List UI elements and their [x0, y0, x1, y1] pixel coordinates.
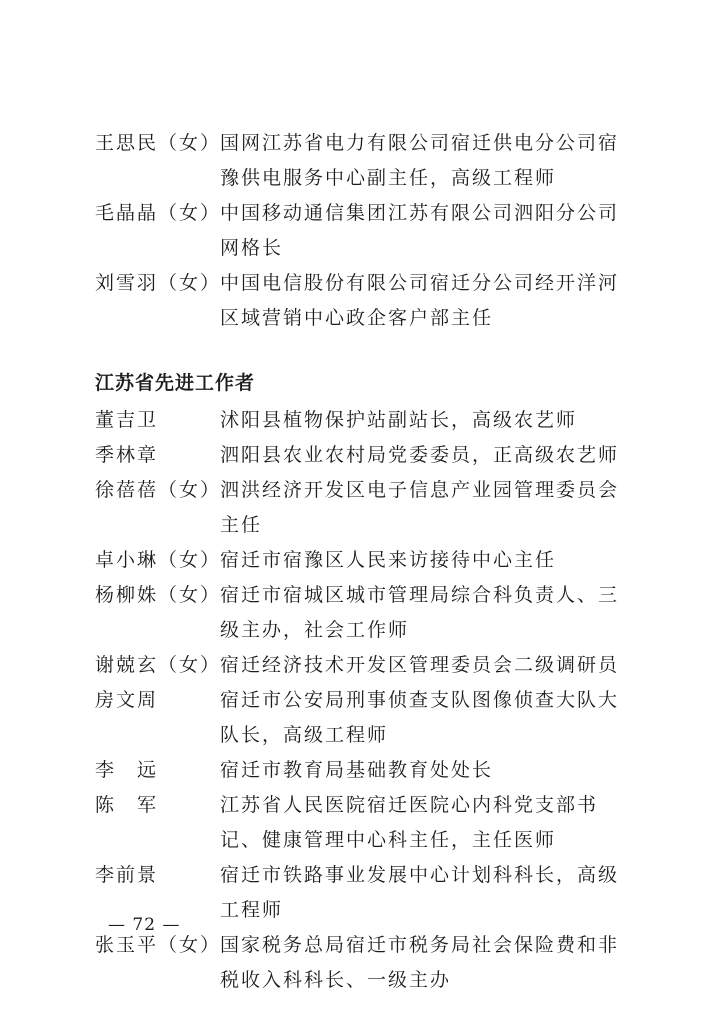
entry-description: 宿迁市铁路事业发展中心计划科科长，高级工程师 [220, 864, 620, 921]
entry-description: 国家税务总局宿迁市税务局社会保险费和非税收入科科长、一级主办 [220, 934, 620, 991]
entry-description: 宿迁市公安局刑事侦查支队图像侦查大队大队长，高级工程师 [220, 689, 620, 746]
entry-name: 毛晶晶（女） [95, 202, 222, 224]
entry-name: 李 远 [95, 759, 159, 781]
entry-name: 卓小琳（女） [95, 549, 222, 571]
entry-name: 房文周 [95, 689, 159, 711]
entry-row [95, 788, 635, 858]
entry-description: 宿迁经济技术开发区管理委员会二级调研员 [220, 654, 620, 676]
entry-row [95, 648, 635, 683]
entry-name: 董吉卫 [95, 409, 159, 431]
entry-description: 宿迁市教育局基础教育处处长 [220, 759, 494, 781]
entry-name: 谢兢玄（女） [95, 654, 222, 676]
entry-row [95, 438, 635, 473]
entry-description: 宿迁市宿城区城市管理局综合科负责人、三级主办，社会工作师 [220, 584, 620, 641]
entry-row [95, 473, 635, 543]
entry-list-top [95, 126, 635, 336]
entry-name: 徐蓓蓓（女） [95, 479, 222, 501]
entry-description: 中国移动通信集团江苏有限公司泗阳分公司网格长 [220, 202, 620, 259]
entry-name: 陈 军 [95, 794, 159, 816]
entry-row [95, 543, 635, 578]
entry-description: 泗洪经济开发区电子信息产业园管理委员会主任 [220, 479, 620, 536]
entry-name: 李前景 [95, 864, 159, 886]
entry-row [95, 403, 635, 438]
entry-row [95, 928, 635, 998]
entry-row [95, 266, 635, 336]
section-title: 江苏省先进工作者 [95, 372, 256, 394]
entry-row [95, 578, 635, 648]
entry-name: 杨柳姝（女） [95, 584, 222, 606]
entry-row [95, 196, 635, 266]
entry-description: 泗阳县农业农村局党委委员，正高级农艺师 [220, 444, 620, 466]
entry-description: 江苏省人民医院宿迁医院心内科党支部书记、健康管理中心科主任，主任医师 [220, 794, 599, 851]
entry-row [95, 753, 635, 788]
entry-name: 季林章 [95, 444, 159, 466]
content [95, 126, 635, 998]
entry-description: 中国电信股份有限公司宿迁分公司经开洋河区域营销中心政企客户部主任 [220, 272, 620, 329]
entry-list-main [95, 403, 635, 998]
entry-row [95, 126, 635, 196]
entry-description: 国网江苏省电力有限公司宿迁供电分公司宿豫供电服务中心副主任，高级工程师 [220, 132, 620, 189]
entry-description: 沭阳县植物保护站副站长，高级农艺师 [220, 409, 578, 431]
entry-description: 宿迁市宿豫区人民来访接待中心主任 [220, 549, 557, 571]
page-number: — 72 — [108, 915, 181, 935]
entry-name: 张玉平（女） [95, 934, 222, 956]
entry-name: 刘雪羽（女） [95, 272, 222, 294]
entry-name: 王思民（女） [95, 132, 222, 154]
entry-row [95, 683, 635, 753]
